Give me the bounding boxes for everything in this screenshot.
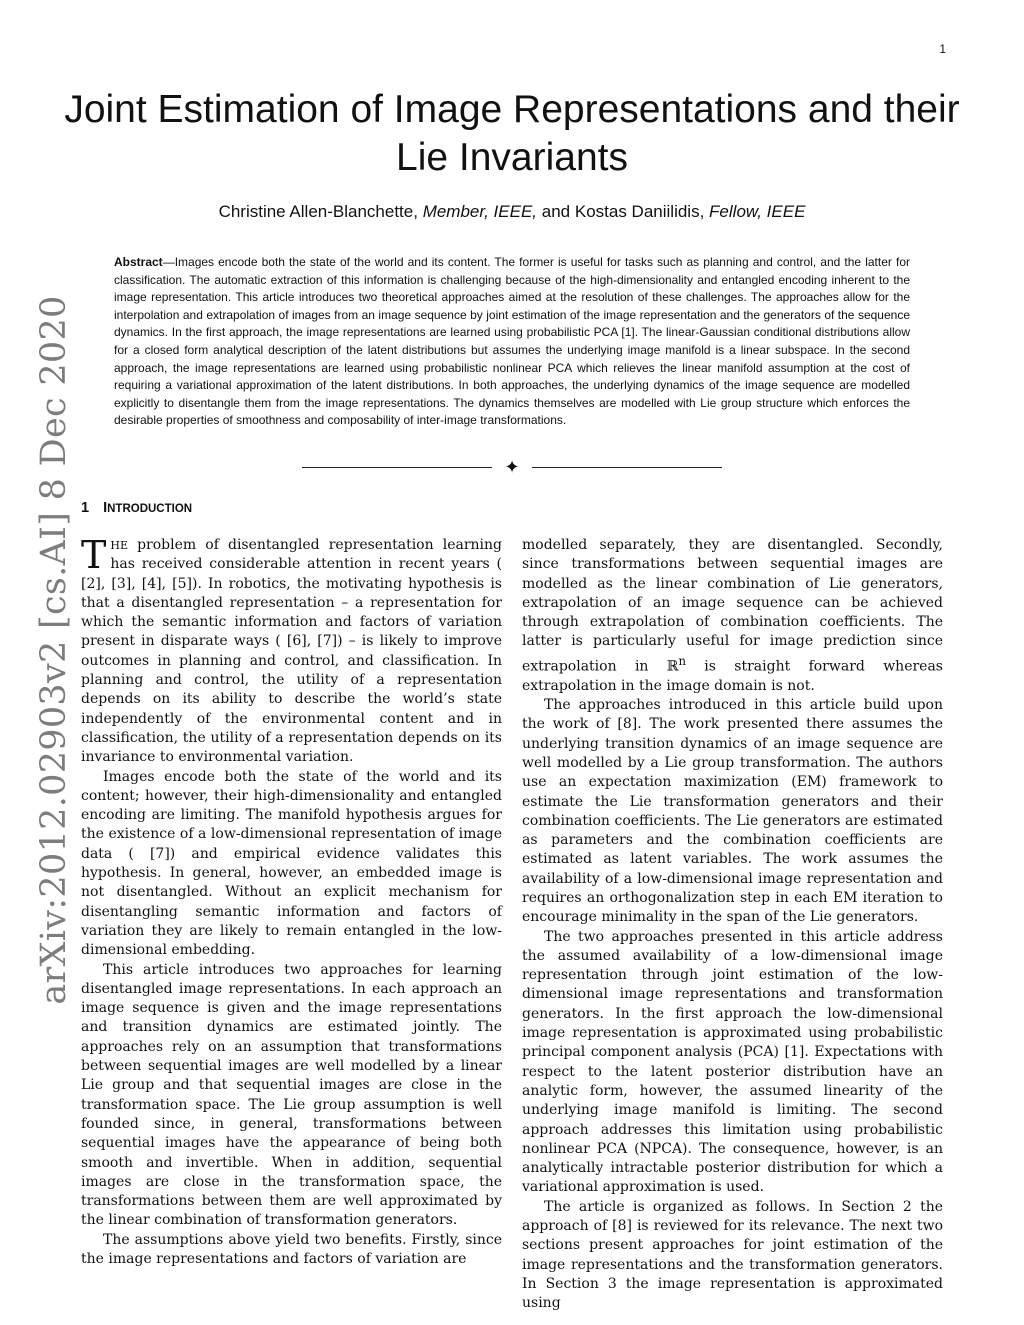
math-real-numbers: ℝ <box>666 658 679 675</box>
paragraph: Images encode both the state of the world and its content; however, their high-dimensionality and entangled encoding are limiting. The manifold hypothesis argues for the existence of a low-dimensional representation of image data ( [7]) and empirical evidence validates this hypothesis. In general, however, an embedded image is not disentangled. Without an explicit mechanism for disentangling semantic information and factors of variation they are likely to remain entangled in the low-dimensional embedding. <box>81 768 502 959</box>
left-column <box>81 533 502 1269</box>
separator-line-right <box>532 467 722 468</box>
section-title-initial: I <box>103 500 108 516</box>
paragraph: The approaches introduced in this article build upon the work of [8]. The work presented there assumes the underlying transition dynamics of an image sequence are well modelled by a Lie group transformation. The authors use an expectation maximization (EM) framework to estimate the Lie transformation generators and their combination coefficients. The Lie generators are estimated as parameters and the combination coefficients are estimated as latent variables. The work assumes the availability of a low-dimensional image representation and requires an orthogonalization step in each EM iteration to encourage minimality in the span of the Lie generators. <box>522 697 943 926</box>
author-2-role: Fellow, IEEE <box>709 202 806 221</box>
author-1-role: Member, IEEE, <box>422 202 538 221</box>
paragraph-text: problem of disentangled representation learning has received considerable attention in recent years ( [2], [3], [4], [5]). In robotics, the motivating hypothesis is that a disentangled representation – a representation for which the semantic information and factors of variation present in disparate ways ( [6], [7]) – is likely to improve outcomes in planning and control, and classification. In planning and control, the utility of a representation depends on its ability to describe the world’s state independently of the environmental content and in classification, the utility of a representation depends on its invariance to environmental variation. <box>81 537 502 766</box>
abstract-text: —Images encode both the state of the world and its content. The former is useful for tasks such as planning and control, and the latter for classification. The automatic extraction of this information is challenging because of the high-dimensionality and entangled encoding inherent to the image representation. This article introduces two theoretical approaches aimed at the resolution of these challenges. The approaches allow for the interpolation and extrapolation of images from an image sequence by joint estimation of the image representation and the generators of the sequence dynamics. In the first approach, the image representations are learned using probabilistic PCA [1]. The linear-Gaussian conditional distributions allow for a closed form analytical description of the latent distributions but assumes the underlying image manifold is a linear subspace. In the second approach, the image representations are learned using probabilistic nonlinear PCA which relieves the linear manifold assumption at the cost of requiring a variational approximation of the latent distributions. In both approaches, the underlying dynamics of the image sequence are modelled explicitly to disentangle them from the image representations. The dynamics themselves are modelled with Lie group structure which enforces the desirable properties of smoothness and composability of inter-image transformations. <box>114 255 910 428</box>
drop-cap: T <box>81 533 107 577</box>
author-1-name: Christine Allen-Blanchette, <box>218 202 418 221</box>
paragraph: The assumptions above yield two benefits. Firstly, since the image representations and factors of variation are <box>81 1231 502 1267</box>
section-heading <box>81 500 192 516</box>
paragraph-text: is straight forward whereas extrapolation in the image domain is not. <box>522 658 943 694</box>
section-separator <box>302 458 722 478</box>
separator-line-left <box>302 467 492 468</box>
paragraph: This article introduces two approaches for learning disentangled image representations. In each approach an image sequence is given and the image representations and transition dynamics are estimated jointly. The approaches rely on an assumption that transformations between sequential images are well modelled by a linear Lie group and that sequential images are close in the transformation space. The Lie group assumption is well founded since, in general, transformations between sequential images have the appearance of being both smooth and invertible. When in addition, sequential images are close in the transformation space, the transformations between them are well approximated by the linear combination of transformation generators. <box>81 961 502 1229</box>
math-exponent: n <box>678 653 686 668</box>
section-title-rest: NTRODUCTION <box>107 503 193 515</box>
paragraph <box>522 536 943 696</box>
separator-star-icon: ✦ <box>504 457 520 478</box>
abstract-label: Abstract <box>114 255 163 269</box>
paper-title: Joint Estimation of Image Representations and their Lie Invariants <box>64 88 960 179</box>
abstract <box>114 254 910 430</box>
section-number: 1 <box>81 500 90 516</box>
paragraph-text: modelled separately, they are disentangled. Secondly, since transformations between sequential images are modelled as the linear combination of Lie generators, extrapolation of an image sequence can be achieved through extrapolation of combination coefficients. The latter is particularly useful for image prediction since extrapolation in <box>522 537 943 675</box>
right-column <box>522 536 943 1314</box>
paragraph: The article is organized as follows. In Section 2 the approach of [8] is reviewed for its relevance. The next two sections present approaches for joint estimation of the image representations and the transformation generators. In Section 3 the image representation is approximated using <box>522 1198 943 1312</box>
author-2-name: Kostas Daniilidis, <box>574 202 705 221</box>
arxiv-stamp: arXiv:2012.02903v2 [cs.AI] 8 Dec 2020 <box>34 295 74 1005</box>
page-number: 1 <box>939 42 946 56</box>
paragraph: The two approaches presented in this article address the assumed availability of a low-dimensional image representation through joint estimation of the low-dimensional image representations and transformation generators. In the first approach the low-dimensional image representation is approximated using probabilistic principal component analysis (PCA) [1]. Expectations with respect to the latent posterior distribution have an analytic form, however, the assumed linearity of the underlying image manifold is limiting. The second approach addresses this limitation using probabilistic nonlinear PCA (NPCA). The consequence, however, is an analytically intractable posterior distribution for which a variational approximation is used. <box>522 928 943 1196</box>
paragraph <box>81 533 502 768</box>
drop-cap-smallcaps: HE <box>110 539 128 552</box>
author-conjunction: and <box>541 202 571 221</box>
author-line <box>0 202 1024 222</box>
